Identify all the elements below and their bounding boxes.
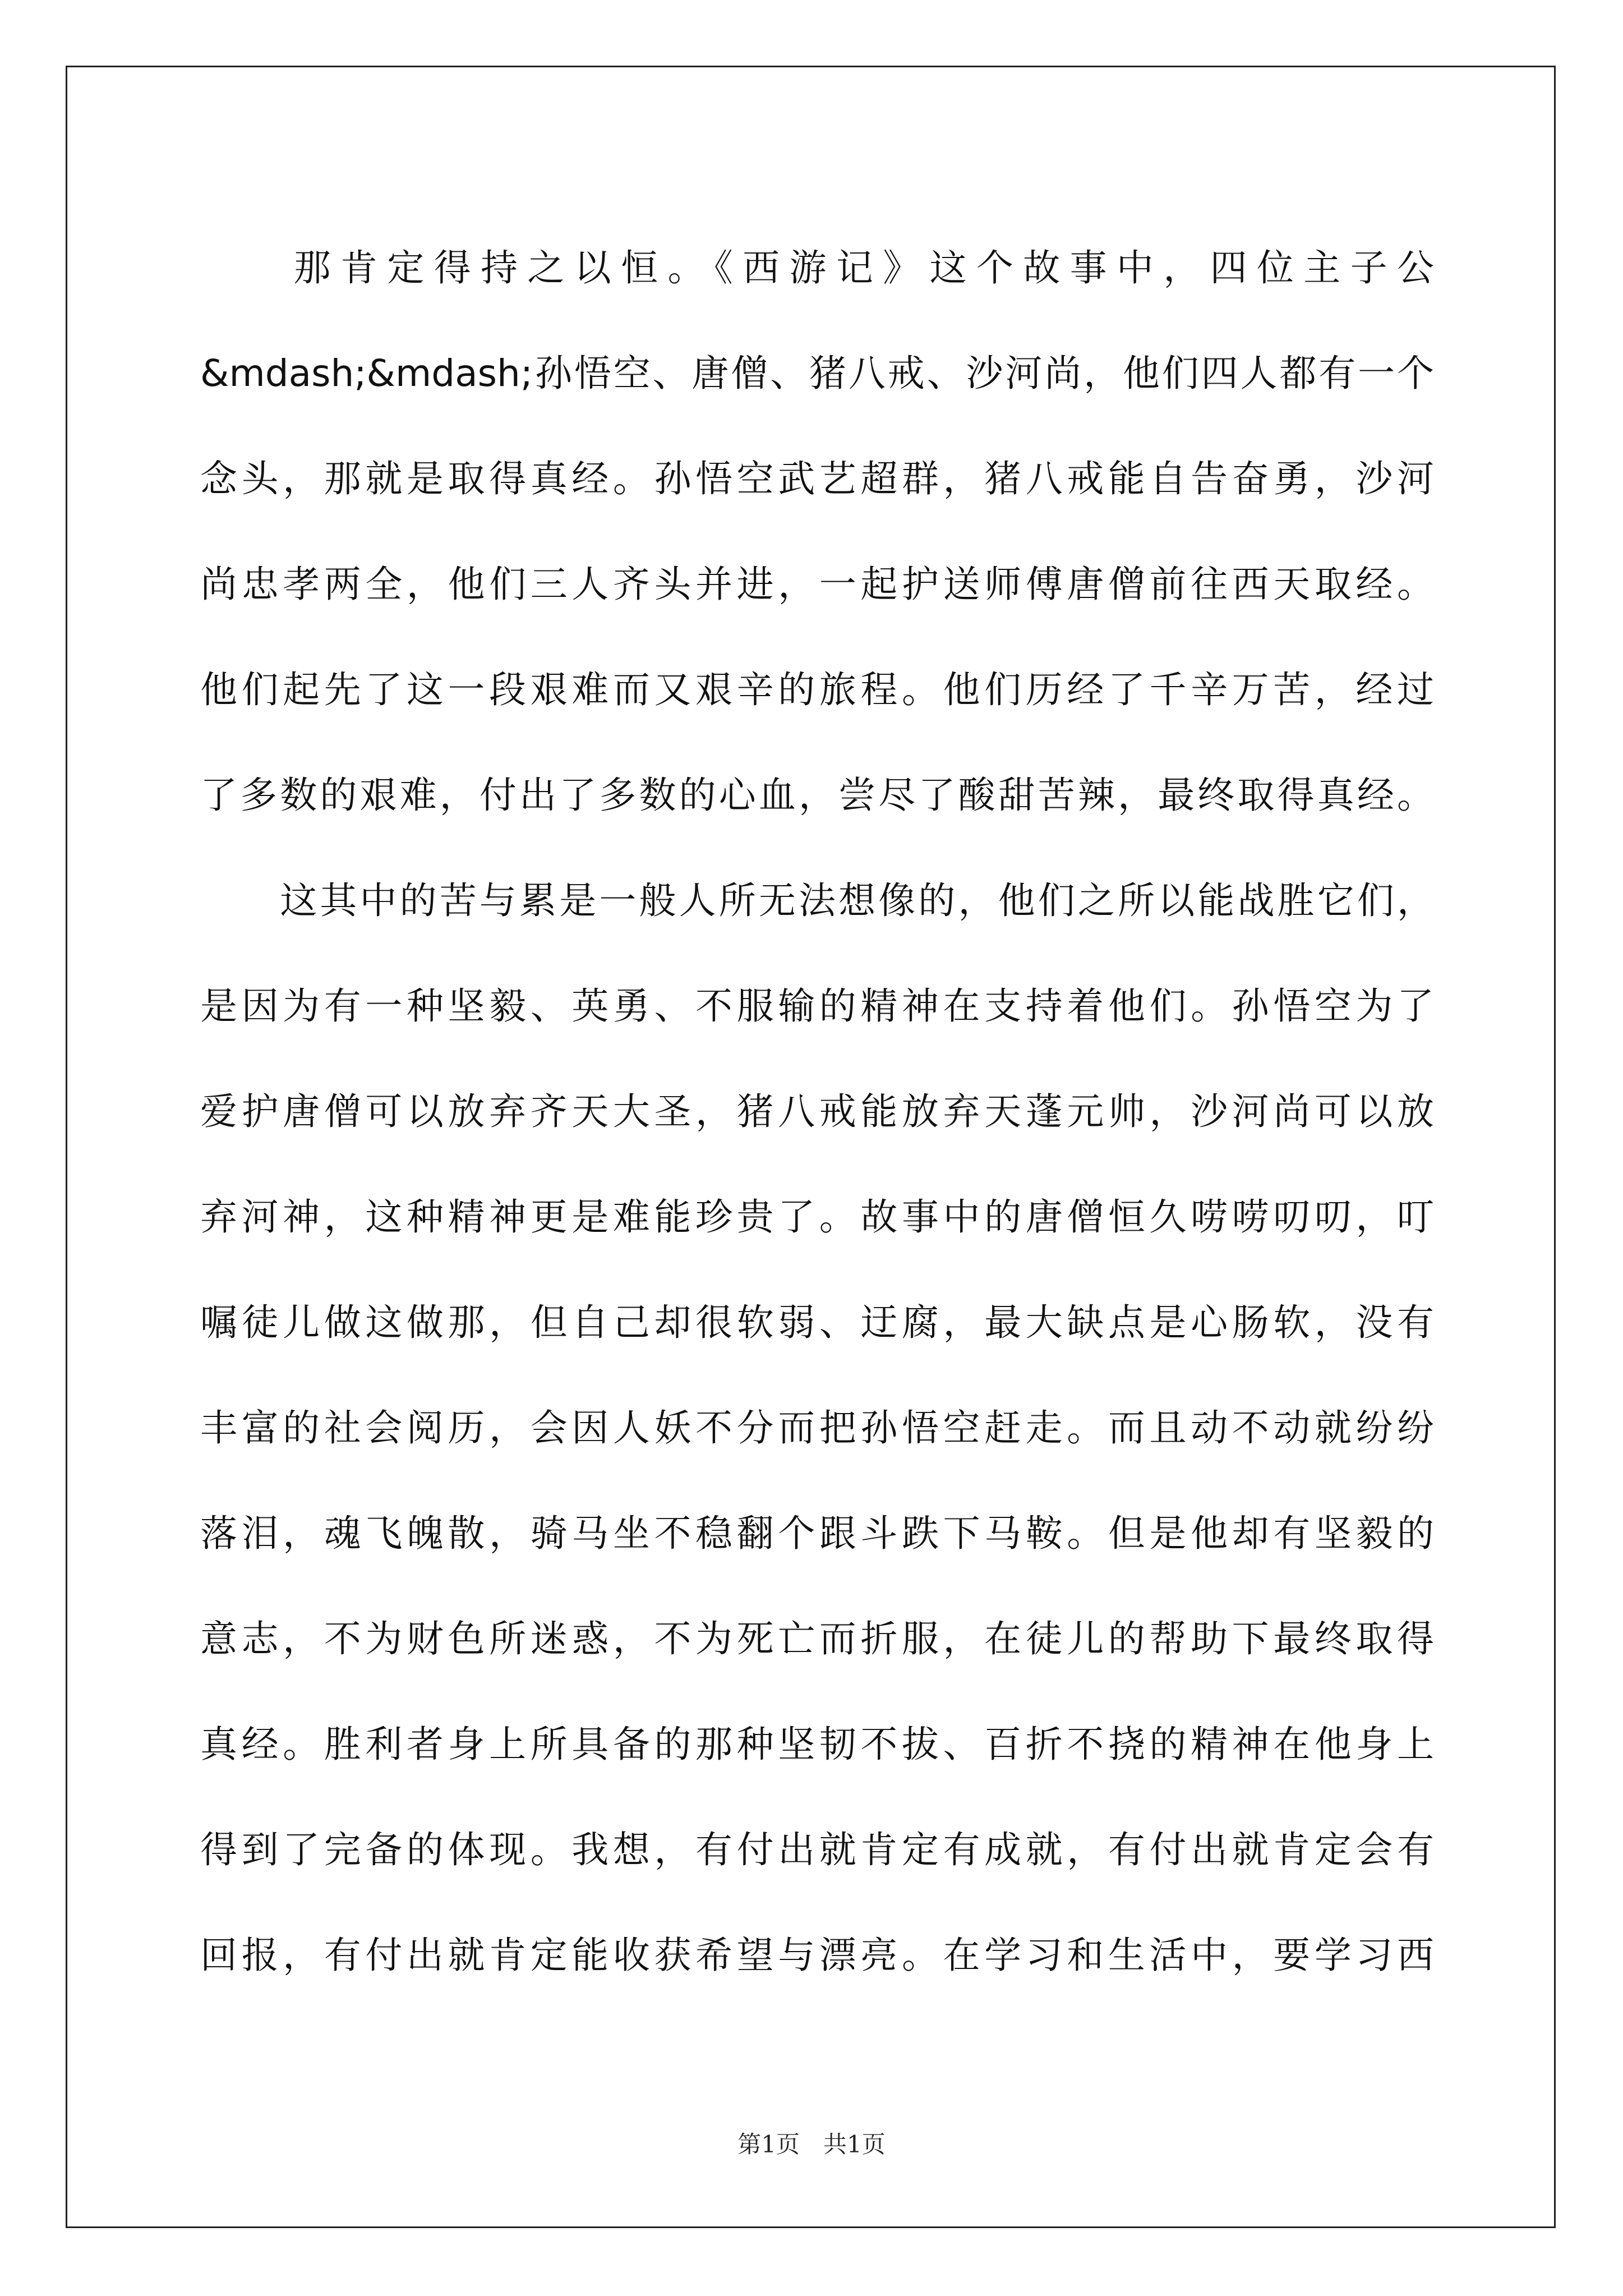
text-line: 意志，不为财色所迷惑，不为死亡而折服，在徒儿的帮助下最终取得 <box>200 1617 1434 1660</box>
text-line: 这其中的苦与累是一般人所无法想像的，他们之所以能战胜它们， <box>200 879 1434 922</box>
text-line: 弃河神，这种精神更是难能珍贵了。故事中的唐僧恒久唠唠叨叨，叮 <box>200 1195 1434 1239</box>
page-footer: 第1页 共1页 <box>737 2131 886 2158</box>
text-line: 真经。胜利者身上所具备的那种坚韧不拔、百折不挠的精神在他身上 <box>200 1723 1434 1766</box>
text-line: 尚忠孝两全，他们三人齐头并进，一起护送师傅唐僧前往西天取经。 <box>200 563 1434 606</box>
text-line: 那肯定得持之以恒。《西游记》这个故事中，四位主子公 <box>200 246 1434 289</box>
text-line: 丰富的社会阅历，会因人妖不分而把孙悟空赶走。而且动不动就纷纷 <box>200 1406 1434 1450</box>
text-line: 得到了完备的体现。我想，有付出就肯定有成就，有付出就肯定会有 <box>200 1828 1434 1871</box>
text-line: 回报，有付出就肯定能收获希望与漂亮。在学习和生活中，要学习西 <box>200 1934 1434 1977</box>
text-line: 他们起先了这一段艰难而又艰辛的旅程。他们历经了千辛万苦，经过 <box>200 668 1434 711</box>
text-line: 爱护唐僧可以放弃齐天大圣，猪八戒能放弃天蓬元帅，沙河尚可以放 <box>200 1090 1434 1133</box>
text-line: 是因为有一种坚毅、英勇、不服输的精神在支持着他们。孙悟空为了 <box>200 984 1434 1028</box>
text-line: 嘱徒儿做这做那，但自己却很软弱、迂腐，最大缺点是心肠软，没有 <box>200 1301 1434 1344</box>
text-line: &mdash;&mdash;孙悟空、唐僧、猪八戒、沙河尚，他们四人都有一个 <box>200 352 1434 395</box>
text-line: 了多数的艰难，付出了多数的心血，尝尽了酸甜苦辣，最终取得真经。 <box>200 774 1434 817</box>
document-body <box>200 215 1434 2008</box>
text-line: 念头，那就是取得真经。孙悟空武艺超群，猪八戒能自告奋勇，沙河 <box>200 457 1434 500</box>
text-line: 落泪，魂飞魄散，骑马坐不稳翻个跟斗跌下马鞍。但是他却有坚毅的 <box>200 1512 1434 1555</box>
